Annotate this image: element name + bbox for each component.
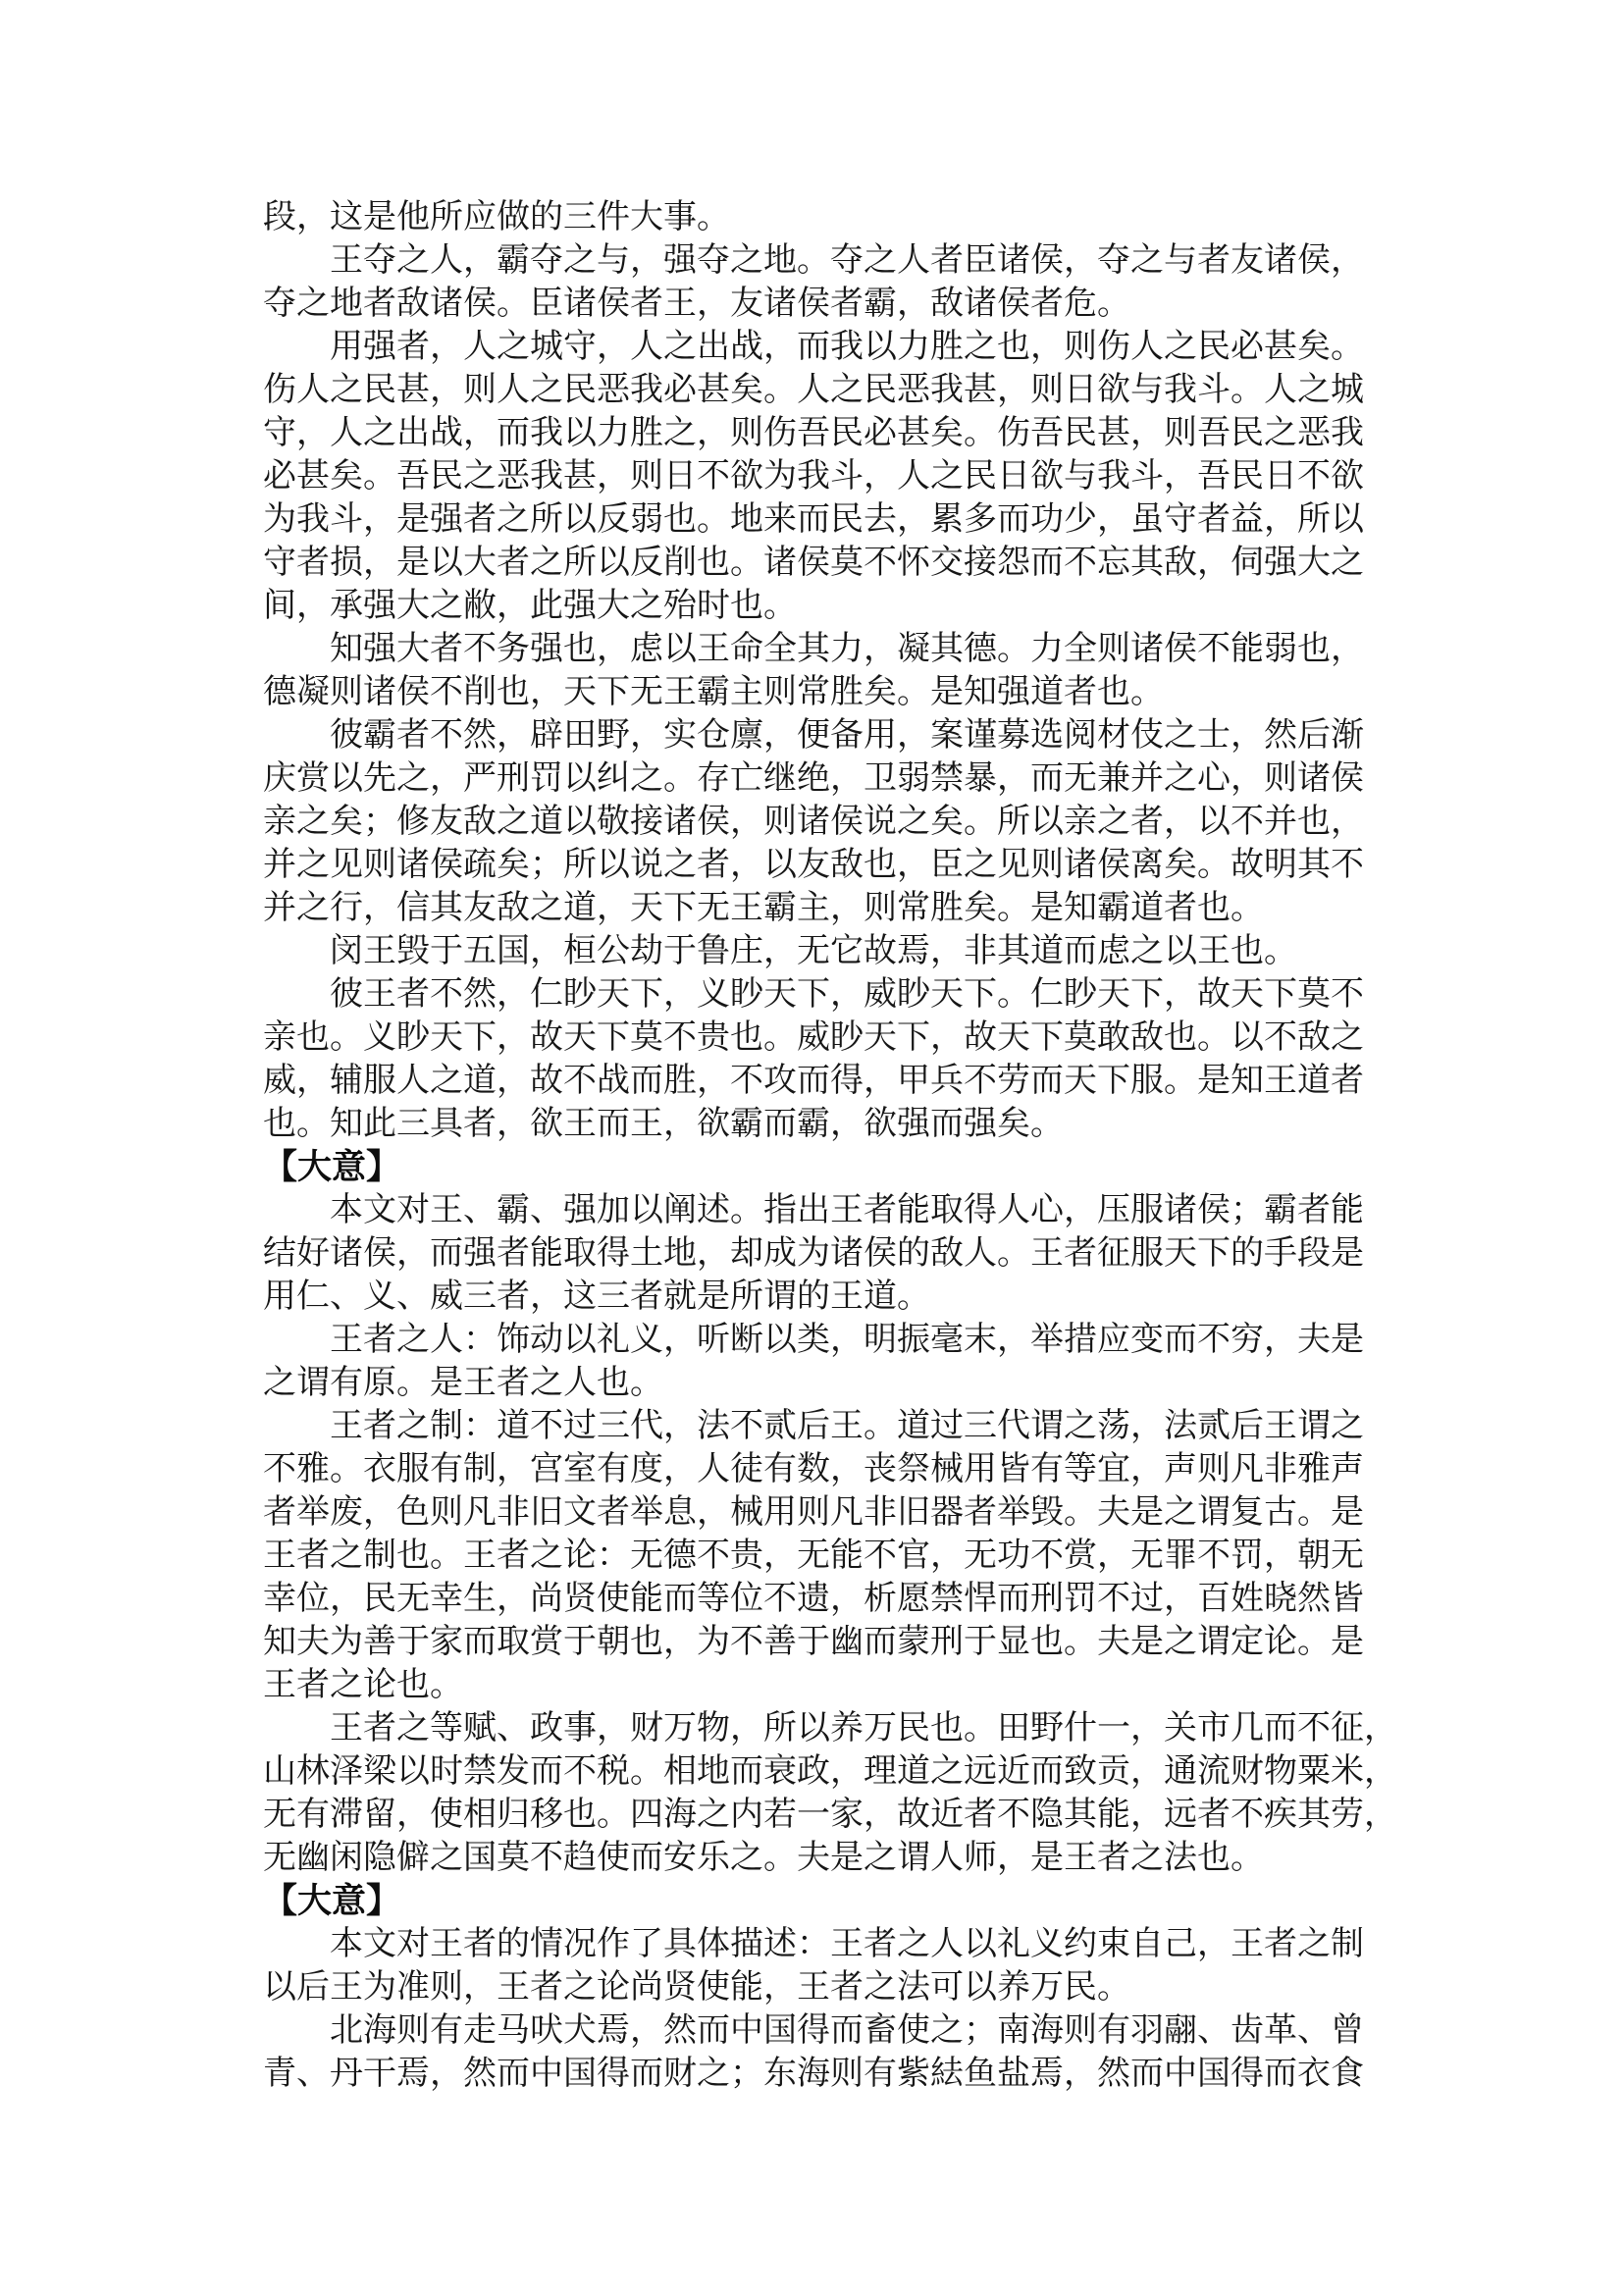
text-line: 北海则有走马吠犬焉，然而中国得而畜使之；南海则有羽翮、齿革、曾 <box>263 2012 1364 2049</box>
text-line: 威，辅服人之道，故不战而胜，不攻而得，甲兵不劳而天下服。是知王道者 <box>263 1063 1364 1099</box>
text-line: 无有滞留，使相归移也。四海之内若一家，故近者不隐其能，远者不疾其劳， <box>263 1797 1397 1833</box>
text-line: 者举废，色则凡非旧文者举息，械用则凡非旧器者举毁。夫是之谓复古。是 <box>263 1494 1364 1531</box>
text-line: 庆赏以先之，严刑罚以纠之。存亡继绝，卫弱禁暴，而无兼并之心，则诸侯 <box>263 760 1364 797</box>
text-line: 知强大者不务强也，虑以王命全其力，凝其德。力全则诸侯不能弱也， <box>263 631 1364 667</box>
text-line: 并之见则诸侯疏矣；所以说之者，以友敌也，臣之见则诸侯离矣。故明其不 <box>263 847 1364 883</box>
paragraph <box>263 1923 1411 2009</box>
text-line: 王者之等赋、政事，财万物，所以养万民也。田野什一，关市几而不征， <box>263 1710 1397 1747</box>
text-line: 并之行，信其友敌之道，天下无王霸主，则常胜矣。是知霸道者也。 <box>263 890 1264 926</box>
paragraph <box>263 1405 1411 1707</box>
text-line: 王者之论也。 <box>263 1667 463 1703</box>
text-line: 德凝则诸侯不削也，天下无王霸主则常胜矣。是知强道者也。 <box>263 674 1164 710</box>
text-line: 青、丹干焉，然而中国得而财之；东海则有紫紶鱼盐焉，然而中国得而衣食 <box>263 2056 1364 2092</box>
text-line: 知夫为善于家而取赏于朝也，为不善于幽而蒙刑于显也。夫是之谓定论。是 <box>263 1624 1364 1660</box>
text-line: 本文对王、霸、强加以阐述。指出王者能取得人心，压服诸侯；霸者能 <box>263 1192 1364 1228</box>
text-line: 山林泽梁以时禁发而不税。相地而衰政，理道之远近而致贡，通流财物粟米， <box>263 1753 1397 1790</box>
text-line: 结好诸侯，而强者能取得土地，却成为诸侯的敌人。王者征服天下的手段是 <box>263 1235 1364 1272</box>
text-line: 也。知此三具者，欲王而王，欲霸而霸，欲强而强矣。 <box>263 1106 1064 1142</box>
text-line: 间，承强大之敝，此强大之殆时也。 <box>263 588 797 624</box>
text-line: 伤人之民甚，则人之民恶我必甚矣。人之民恶我甚，则日欲与我斗。人之城 <box>263 372 1364 408</box>
text-line: 段，这是他所应做的三件大事。 <box>263 199 730 235</box>
text-line: 以后王为准则，王者之论尚贤使能，王者之法可以养万民。 <box>263 1969 1130 2006</box>
paragraph <box>263 1319 1411 1405</box>
paragraph <box>263 2009 1411 2096</box>
paragraph <box>263 196 1411 239</box>
text-line: 无幽闲隐僻之国莫不趋使而安乐之。夫是之谓人师，是王者之法也。 <box>263 1840 1264 1876</box>
paragraph <box>263 930 1411 973</box>
text-line: 不雅。衣服有制，宫室有度，人徒有数，丧祭械用皆有等宜，声则凡非雅声 <box>263 1451 1364 1487</box>
text-line: 亲也。义眇天下，故天下莫不贵也。威眇天下，故天下莫敢敌也。以不敌之 <box>263 1019 1364 1056</box>
text-line: 幸位，民无幸生，尚贤使能而等位不遗，析愿禁悍而刑罚不过，百姓晓然皆 <box>263 1581 1364 1617</box>
text-line: 本文对王者的情况作了具体描述：王者之人以礼义约束自己，王者之制 <box>263 1926 1364 1962</box>
text-line: 亲之矣；修友敌之道以敬接诸侯，则诸侯说之矣。所以亲之者，以不并也， <box>263 804 1364 840</box>
text-line: 用强者，人之城守，人之出战，而我以力胜之也，则伤人之民必甚矣。 <box>263 329 1364 365</box>
text-line: 王夺之人，霸夺之与，强夺之地。夺之人者臣诸侯，夺之与者友诸侯， <box>263 242 1364 279</box>
paragraph <box>263 714 1411 930</box>
paragraph <box>263 628 1411 714</box>
section-heading <box>263 1880 1411 1923</box>
text-line: 彼王者不然，仁眇天下，义眇天下，威眇天下。仁眇天下，故天下莫不 <box>263 976 1364 1013</box>
text-line: 守，人之出战，而我以力胜之，则伤吾民必甚矣。伤吾民甚，则吾民之恶我 <box>263 415 1364 451</box>
text-line: 王者之人：饰动以礼义，听断以类，明振毫末，举措应变而不穷，夫是 <box>263 1322 1364 1358</box>
paragraph <box>263 239 1411 326</box>
text-line: 王者之制：道不过三代，法不贰后王。道过三代谓之荡，法贰后王谓之 <box>263 1408 1364 1444</box>
section-heading-text: 【大意】 <box>263 1148 401 1186</box>
section-heading-text: 【大意】 <box>263 1882 401 1920</box>
document-text-block <box>263 196 1411 2096</box>
text-line: 必甚矣。吾民之恶我甚，则日不欲为我斗，人之民日欲与我斗，吾民日不欲 <box>263 458 1364 495</box>
text-line: 守者损，是以大者之所以反削也。诸侯莫不怀交接怨而不忘其敌，伺强大之 <box>263 545 1364 581</box>
paragraph <box>263 1707 1411 1880</box>
section-heading <box>263 1146 1411 1189</box>
text-line: 用仁、义、威三者，这三者就是所谓的王道。 <box>263 1278 930 1315</box>
text-line: 之谓有原。是王者之人也。 <box>263 1365 663 1401</box>
text-line: 彼霸者不然，辟田野，实仓廪，便备用，案谨募选阅材伎之士，然后渐 <box>263 717 1364 754</box>
text-line: 为我斗，是强者之所以反弱也。地来而民去，累多而功少，虽守者益，所以 <box>263 501 1364 538</box>
text-line: 闵王毁于五国，桓公劫于鲁庄，无它故焉，非其道而虑之以王也。 <box>263 933 1297 969</box>
text-line: 夺之地者敌诸侯。臣诸侯者王，友诸侯者霸，敌诸侯者危。 <box>263 286 1130 322</box>
paragraph <box>263 1189 1411 1319</box>
paragraph <box>263 326 1411 628</box>
paragraph <box>263 973 1411 1146</box>
text-line: 王者之制也。王者之论：无德不贵，无能不官，无功不赏，无罪不罚，朝无 <box>263 1538 1364 1574</box>
